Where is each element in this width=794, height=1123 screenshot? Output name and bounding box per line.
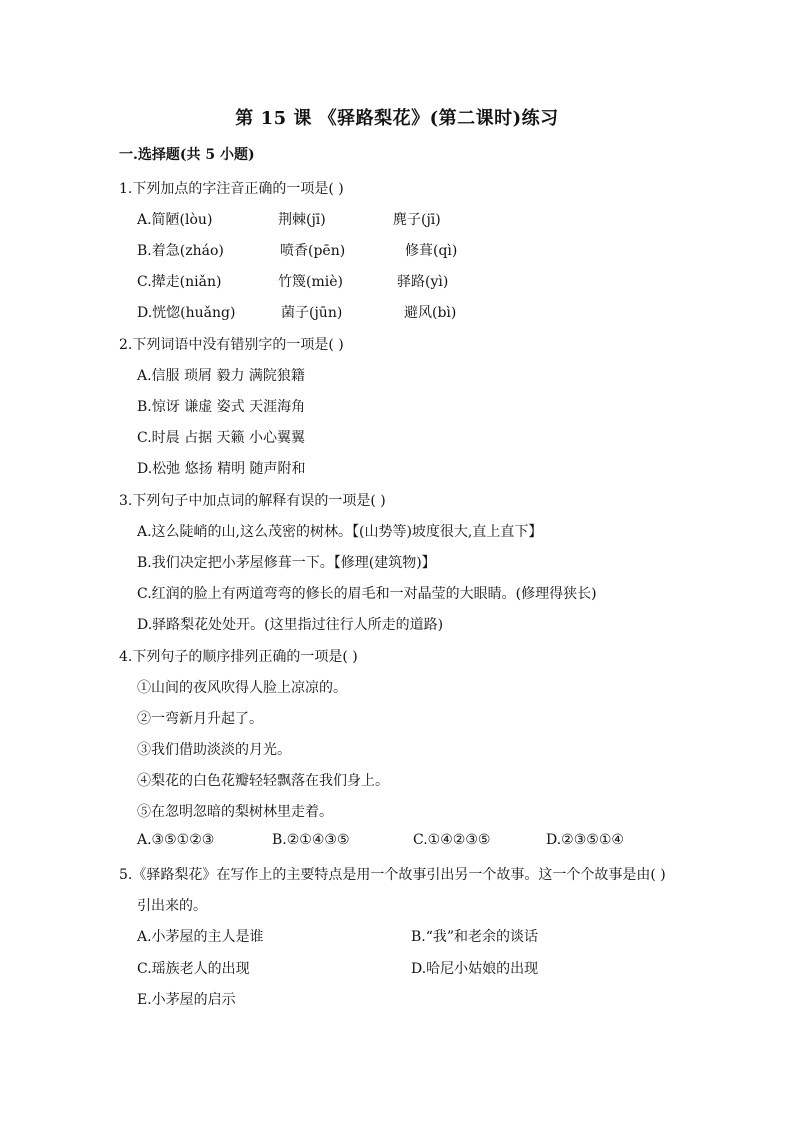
q1-option-a-1: A.简陋(lòu) [137,212,213,228]
q1-option-d-1: D.恍惚(huǎng) [137,305,236,321]
question-5-stem: 5.《驿路梨花》在写作上的主要特点是用一个故事引出另一个故事。这一个个故事是由( ) [119,867,666,883]
q1-option-c-3: 驿路(yì) [397,274,449,290]
q3-option-d: D.驿路梨花处处开。(这里指过往行人所走的道路) [137,617,444,633]
q5-option-b: B.“我”和老余的谈话 [411,929,539,945]
q1-option-b-1: B.着急(zháo) [137,243,224,259]
q4-option-b: B.②①④③⑤ [272,832,350,848]
q4-sentence-4: ④梨花的白色花瓣轻轻飘落在我们身上。 [137,773,389,789]
q2-option-a: A.信服 琐屑 毅力 满院狼籍 [137,368,305,384]
question-2-stem: 2.下列词语中没有错别字的一项是( ) [119,337,344,353]
q1-option-b-3: 修葺(qì) [405,243,458,259]
q1-option-d-3: 避风(bì) [404,305,457,321]
q4-sentence-5: ⑤在忽明忽暗的梨树林里走着。 [137,804,333,820]
q4-option-d: D.②③⑤①④ [546,832,624,848]
q5-option-e: E.小茅屋的启示 [137,992,236,1008]
q5-option-d: D.哈尼小姑娘的出现 [411,961,539,977]
q1-option-c-2: 竹篾(miè) [278,274,343,290]
q1-option-a-3: 麂子(jī) [393,212,441,228]
q4-option-a: A.③⑤①②③ [137,832,215,848]
q1-option-c-1: C.撵走(niǎn) [137,274,222,290]
section-heading: 一.选择题(共 5 小题) [119,147,255,163]
q3-option-c: C.红润的脸上有两道弯弯的修长的眉毛和一对晶莹的大眼睛。(修理得狭长) [137,586,597,602]
q3-option-b: B.我们决定把小茅屋修葺一下。【修理(建筑物)】 [137,555,436,571]
q1-option-a-2: 荆棘(jī) [278,212,326,228]
q2-option-b: B.惊讶 谦虚 姿式 天涯海角 [137,399,306,415]
q4-sentence-2: ②一弯新月升起了。 [137,711,263,727]
q5-option-c: C.瑶族老人的出现 [137,961,250,977]
question-3-stem: 3.下列句子中加点词的解释有误的一项是( ) [119,493,386,509]
question-1-stem: 1.下列加点的字注音正确的一项是( ) [119,181,344,197]
page-title: 第 15 课 《驿路梨花》(第二课时)练习 [235,108,559,129]
q2-option-c: C.时晨 占据 天籁 小心翼翼 [137,430,306,446]
q2-option-d: D.松弛 悠扬 精明 随声附和 [137,461,306,477]
q5-option-a: A.小茅屋的主人是谁 [137,929,264,945]
q1-option-b-2: 喷香(pēn) [280,243,346,259]
q4-sentence-3: ③我们借助淡淡的月光。 [137,742,291,758]
q4-option-c: C.①④②③⑤ [413,832,491,848]
question-5-stem-continued: 引出来的。 [137,898,207,914]
question-4-stem: 4.下列句子的顺序排列正确的一项是( ) [119,649,358,665]
q4-sentence-1: ①山间的夜风吹得人脸上凉凉的。 [137,680,347,696]
q1-option-d-2: 菌子(jūn) [281,305,343,321]
q3-option-a: A.这么陡峭的山,这么茂密的树林。【(山势等)坡度很大,直上直下】 [137,524,543,540]
